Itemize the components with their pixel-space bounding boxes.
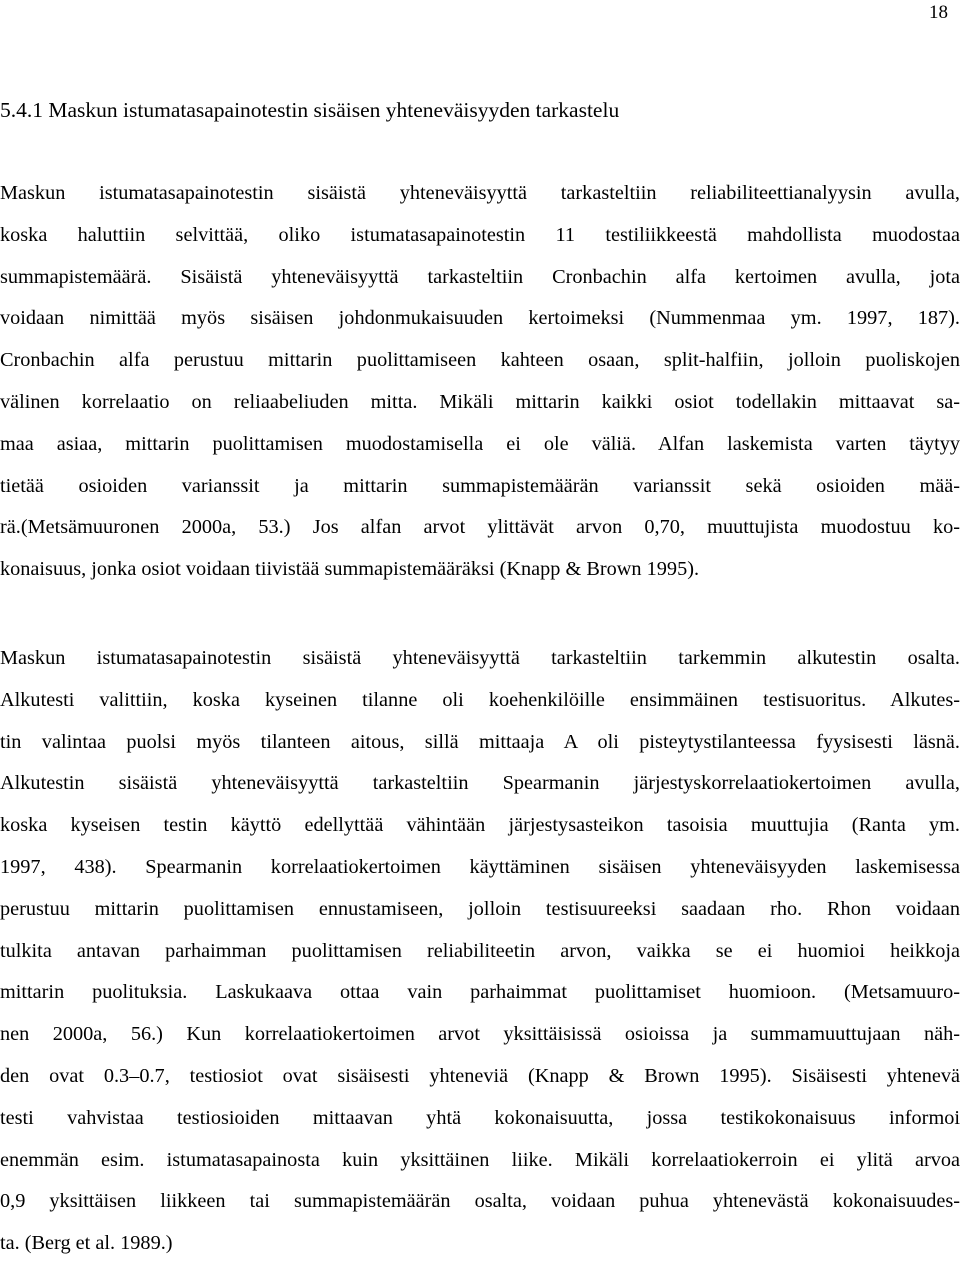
text-line: den ovat 0.3–0.7, testiosiot ovat sisäisesti yhteneviä (Knapp & Brown 1995). Sisäisesti yhtenevä [0,1064,960,1087]
text-line: Cronbachin alfa perustuu mittarin puolittamiseen kahteen osaan, split-halfiin, jolloin puoliskojen [0,349,960,372]
text-line: enemmän esim. istumatasapainosta kuin yksittäinen liike. Mikäli korrelaatiokerroin ei ylitä arvoa [0,1148,960,1171]
text-line: rä.(Metsämuuronen 2000a, 53.) Jos alfan arvot ylittävät arvon 0,70, muuttujista muodostuu ko- [0,516,960,539]
text-line: konaisuus, jonka osiot voidaan tiivistää summapistemääräksi (Knapp & Brown 1995). [0,558,700,581]
text-line: testi vahvistaa testiosioiden mittaavan yhtä kokonaisuutta, jossa testikokonaisuus informoi [0,1106,960,1129]
paragraph-1 [0,173,960,591]
text-line: tietää osioiden varianssit ja mittarin summapistemäärän varianssit sekä osioiden mää- [0,474,960,497]
text-line: 1997, 438). Spearmanin korrelaatiokertoimen käyttäminen sisäisen yhteneväisyyden laskemisessa [0,855,960,878]
text-line: Alkutesti valittiin, koska kyseinen tilanne oli koehenkilöille ensimmäinen testisuoritus. Alkutes- [0,688,960,711]
text-line: perustuu mittarin puolittamisen ennustamiseen, jolloin testisuureeksi saadaan rho. Rhon voidaan [0,897,960,920]
section-heading: 5.4.1 Maskun istumatasapainotestin sisäisen yhteneväisyyden tarkastelu [0,98,620,122]
text-line: Maskun istumatasapainotestin sisäistä yhteneväisyyttä tarkasteltiin reliabiliteettianalyysin avulla, [0,182,960,204]
text-line: tulkita antavan parhaimman puolittamisen reliabiliteetin arvon, vaikka se ei huomioi heikkoja [0,939,960,962]
paragraph-2 [0,638,960,1265]
text-line: maa asiaa, mittarin puolittamisen muodostamisella ei ole väliä. Alfan laskemista varten täytyy [0,432,960,455]
text-line: summapistemäärä. Sisäistä yhteneväisyyttä tarkasteltiin Cronbachin alfa kertoimen avulla, jota [0,265,960,288]
text-line: koska haluttiin selvittää, oliko istumatasapainotestin 11 testiliikkeestä mahdollista muodostaa [0,223,960,246]
text-line: Maskun istumatasapainotestin sisäistä yhteneväisyyttä tarkasteltiin tarkemmin alkutestin osalta. [0,647,960,669]
page-number: 18 [929,2,948,23]
text-line: 0,9 yksittäisen liikkeen tai summapistemäärän osalta, voidaan puhua yhtenevästä kokonaisuudes- [0,1190,960,1213]
text-line: nen 2000a, 56.) Kun korrelaatiokertoimen arvot yksittäisissä osioissa ja summamuuttujaan näh- [0,1023,960,1046]
text-line: ta. (Berg et al. 1989.) [0,1232,173,1255]
text-line: välinen korrelaatio on reliaabeliuden mitta. Mikäli mittarin kaikki osiot todellakin mittaavat sa- [0,390,960,413]
text-line: Alkutestin sisäistä yhteneväisyyttä tarkasteltiin Spearmanin järjestyskorrelaatiokertoimen avulla, [0,772,960,795]
text-line: koska kyseisen testin käyttö edellyttää vähintään järjestysasteikon tasoisia muuttujia (Ranta ym. [0,814,960,837]
text-line: voidaan nimittää myös sisäisen johdonmukaisuuden kertoimeksi (Nummenmaa ym. 1997, 187). [0,307,960,330]
text-line: mittarin puolituksia. Laskukaava ottaa vain parhaimmat puolittamiset huomioon. (Metsamuuro- [0,981,960,1004]
text-line: tin valintaa puolsi myös tilanteen aitous, sillä mittaaja A oli pisteytystilanteessa fyysisesti läsnä. [0,730,960,753]
